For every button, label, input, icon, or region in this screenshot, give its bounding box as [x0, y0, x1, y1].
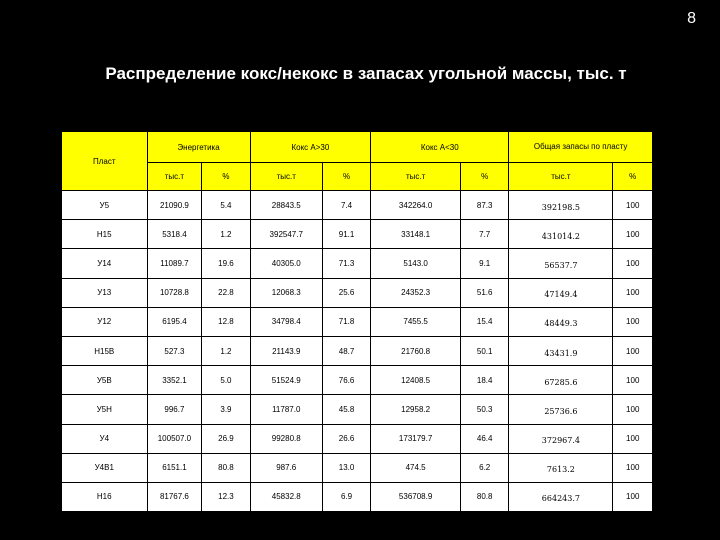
table-cell: 100	[613, 249, 653, 278]
table-cell: 100	[613, 220, 653, 249]
table-cell: 7.4	[322, 191, 370, 220]
layer-name-cell: У4	[62, 424, 148, 453]
table-cell: 996.7	[147, 395, 202, 424]
table-cell: 11089.7	[147, 249, 202, 278]
table-cell: 100	[613, 424, 653, 453]
table-cell: 15.4	[461, 307, 509, 336]
table-cell: 46.4	[461, 424, 509, 453]
table-cell: 51524.9	[250, 366, 322, 395]
table-cell: 34798.4	[250, 307, 322, 336]
table-cell: 173179.7	[371, 424, 461, 453]
layer-name-cell: У14	[62, 249, 148, 278]
table-cell: 431014.2	[509, 220, 613, 249]
layer-name-cell: У5	[62, 191, 148, 220]
table-cell: 45.8	[322, 395, 370, 424]
subheader-cell: тыс.т	[250, 163, 322, 191]
table-cell: 3.9	[202, 395, 250, 424]
header-coke-a-above-30: Кокс А>30	[250, 132, 371, 163]
table-row	[62, 424, 653, 453]
table-cell: 87.3	[461, 191, 509, 220]
table-cell: 100	[613, 395, 653, 424]
table-cell: 527.3	[147, 336, 202, 365]
table-body	[62, 191, 653, 512]
table-cell: 664243.7	[509, 482, 613, 511]
subheader-cell: %	[613, 163, 653, 191]
subheader-cell: тыс.т	[509, 163, 613, 191]
table-cell: 6.9	[322, 482, 370, 511]
table-cell: 81767.6	[147, 482, 202, 511]
table-cell: 71.3	[322, 249, 370, 278]
table-row	[62, 191, 653, 220]
table-cell: 48449.3	[509, 307, 613, 336]
page-number: 8	[687, 10, 696, 27]
table-cell: 12068.3	[250, 278, 322, 307]
header-coke-a-below-30: Кокс А<30	[371, 132, 509, 163]
table-cell: 21090.9	[147, 191, 202, 220]
table-row	[62, 395, 653, 424]
subheader-cell: %	[461, 163, 509, 191]
table-cell: 12408.5	[371, 366, 461, 395]
table-cell: 7613.2	[509, 453, 613, 482]
layer-name-cell: Н16	[62, 482, 148, 511]
table-cell: 40305.0	[250, 249, 322, 278]
layer-name-cell: У4В1	[62, 453, 148, 482]
table-cell: 18.4	[461, 366, 509, 395]
table-cell: 80.8	[461, 482, 509, 511]
table-row	[62, 453, 653, 482]
layer-name-cell: У12	[62, 307, 148, 336]
table-cell: 48.7	[322, 336, 370, 365]
table-cell: 100	[613, 278, 653, 307]
table-cell: 987.6	[250, 453, 322, 482]
header-layer: Пласт	[62, 132, 148, 191]
table-cell: 80.8	[202, 453, 250, 482]
table-cell: 56537.7	[509, 249, 613, 278]
table-cell: 6151.1	[147, 453, 202, 482]
table-cell: 100507.0	[147, 424, 202, 453]
table-cell: 11787.0	[250, 395, 322, 424]
table-cell: 19.6	[202, 249, 250, 278]
table-cell: 91.1	[322, 220, 370, 249]
table-cell: 392547.7	[250, 220, 322, 249]
table-cell: 76.6	[322, 366, 370, 395]
table-cell: 24352.3	[371, 278, 461, 307]
table-cell: 100	[613, 307, 653, 336]
table-cell: 25736.6	[509, 395, 613, 424]
table-cell: 26.6	[322, 424, 370, 453]
table-cell: 3352.1	[147, 366, 202, 395]
table-cell: 100	[613, 336, 653, 365]
table-cell: 12.3	[202, 482, 250, 511]
table-cell: 71.8	[322, 307, 370, 336]
table-cell: 26.9	[202, 424, 250, 453]
subheader-cell: %	[322, 163, 370, 191]
subheader-cell: тыс.т	[147, 163, 202, 191]
table-cell: 33148.1	[371, 220, 461, 249]
table-cell: 12.8	[202, 307, 250, 336]
table-cell: 342264.0	[371, 191, 461, 220]
table-row	[62, 336, 653, 365]
layer-name-cell: Н15	[62, 220, 148, 249]
table-cell: 9.1	[461, 249, 509, 278]
table-cell: 100	[613, 453, 653, 482]
table-cell: 43431.9	[509, 336, 613, 365]
table-cell: 28843.5	[250, 191, 322, 220]
table-row	[62, 366, 653, 395]
header-total-reserves: Общая запасы по пласту	[509, 132, 653, 163]
table-cell: 67285.6	[509, 366, 613, 395]
table-row	[62, 249, 653, 278]
table-cell: 10728.8	[147, 278, 202, 307]
table-cell: 5.4	[202, 191, 250, 220]
table-cell: 21760.8	[371, 336, 461, 365]
table-cell: 536708.9	[371, 482, 461, 511]
slide-title: Распределение кокс/некокс в запасах угольной массы, тыс. т	[105, 64, 627, 83]
table-cell: 1.2	[202, 220, 250, 249]
table-cell: 50.3	[461, 395, 509, 424]
table-row	[62, 220, 653, 249]
layer-name-cell: У5В	[62, 366, 148, 395]
table-row	[62, 482, 653, 511]
table-cell: 372967.4	[509, 424, 613, 453]
table-cell: 47149.4	[509, 278, 613, 307]
table-cell: 45832.8	[250, 482, 322, 511]
coal-reserves-table	[61, 131, 653, 512]
table-cell: 13.0	[322, 453, 370, 482]
table-cell: 100	[613, 191, 653, 220]
table-row	[62, 278, 653, 307]
table-cell: 99280.8	[250, 424, 322, 453]
table-row	[62, 307, 653, 336]
layer-name-cell: У13	[62, 278, 148, 307]
layer-name-cell: Н15В	[62, 336, 148, 365]
table-cell: 51.6	[461, 278, 509, 307]
table-cell: 50.1	[461, 336, 509, 365]
table-cell: 22.8	[202, 278, 250, 307]
layer-name-cell: У5Н	[62, 395, 148, 424]
table-cell: 100	[613, 482, 653, 511]
table-cell: 5.0	[202, 366, 250, 395]
table-cell: 392198.5	[509, 191, 613, 220]
table-cell: 25.6	[322, 278, 370, 307]
table-cell: 5143.0	[371, 249, 461, 278]
subheader-cell: %	[202, 163, 250, 191]
table-cell: 12958.2	[371, 395, 461, 424]
table-cell: 474.5	[371, 453, 461, 482]
table-cell: 7.7	[461, 220, 509, 249]
table-cell: 100	[613, 366, 653, 395]
subheader-cell: тыс.т	[371, 163, 461, 191]
table-cell: 6.2	[461, 453, 509, 482]
table-cell: 21143.9	[250, 336, 322, 365]
table-cell: 6195.4	[147, 307, 202, 336]
table-cell: 1.2	[202, 336, 250, 365]
table-cell: 7455.5	[371, 307, 461, 336]
table-cell: 5318.4	[147, 220, 202, 249]
header-energy: Энергетика	[147, 132, 250, 163]
